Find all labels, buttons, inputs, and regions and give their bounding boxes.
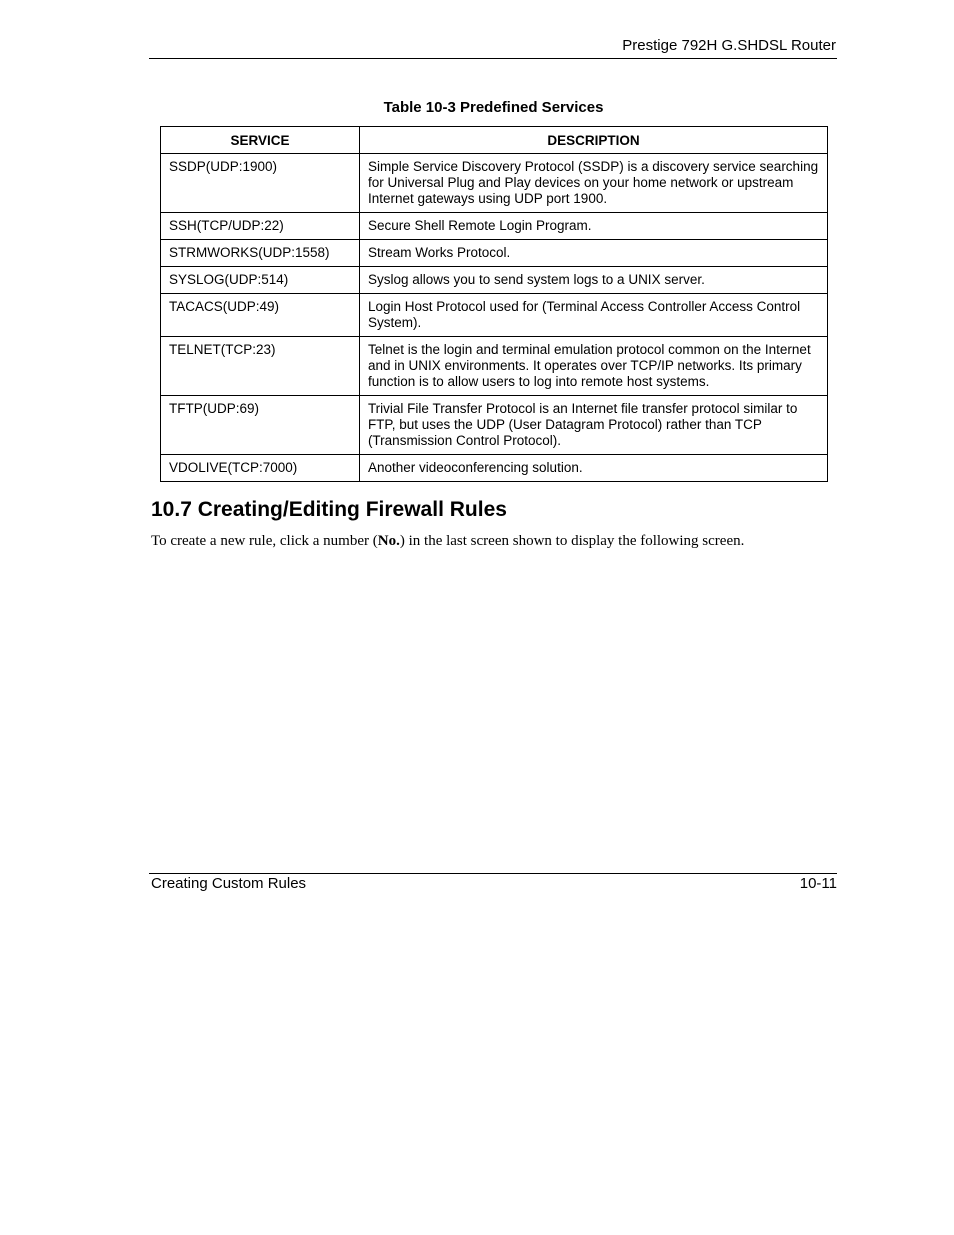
service-cell: STRMWORKS(UDP:1558) — [161, 240, 360, 267]
table-row — [161, 213, 828, 240]
service-cell: TACACS(UDP:49) — [161, 294, 360, 337]
service-cell: VDOLIVE(TCP:7000) — [161, 455, 360, 482]
page-number: 10-11 — [799, 875, 837, 892]
table-row — [161, 267, 828, 294]
body-paragraph — [151, 533, 744, 550]
table-row — [161, 154, 828, 213]
table-header-row — [161, 127, 828, 154]
service-cell: TFTP(UDP:69) — [161, 396, 360, 455]
body-text-end: ) in the last screen shown to display the following screen. — [399, 533, 745, 549]
service-cell: SSH(TCP/UDP:22) — [161, 213, 360, 240]
table-row — [161, 396, 828, 455]
description-cell: Another videoconferencing solution. — [359, 455, 827, 482]
description-cell: Stream Works Protocol. — [359, 240, 827, 267]
description-cell: Login Host Protocol used for (Terminal Access Controller Access Control System). — [359, 294, 827, 337]
table-row — [161, 240, 828, 267]
footer-divider — [149, 873, 837, 874]
service-cell: TELNET(TCP:23) — [161, 337, 360, 396]
service-cell: SYSLOG(UDP:514) — [161, 267, 360, 294]
table-row — [161, 294, 828, 337]
header-divider — [149, 58, 837, 59]
description-cell: Simple Service Discovery Protocol (SSDP) is a discovery service searching for Universal Plug and Play devices on your home network or upstream Internet gateways using UDP port 1900. — [359, 154, 827, 213]
description-cell: Syslog allows you to send system logs to a UNIX server. — [359, 267, 827, 294]
column-header-description: DESCRIPTION — [359, 127, 827, 154]
running-header: Prestige 792H G.SHDSL Router — [622, 37, 836, 54]
description-cell: Trivial File Transfer Protocol is an Internet file transfer protocol similar to FTP, but uses the UDP (User Datagram Protocol) rather than TCP (Transmission Control Protocol). — [359, 396, 827, 455]
predefined-services-table — [160, 126, 828, 482]
footer-chapter-title: Creating Custom Rules — [151, 875, 307, 892]
description-cell: Secure Shell Remote Login Program. — [359, 213, 827, 240]
table-row — [161, 455, 828, 482]
table-row — [161, 337, 828, 396]
service-cell: SSDP(UDP:1900) — [161, 154, 360, 213]
body-text-start: To create a new rule, click a number ( — [151, 533, 378, 549]
body-text-bold: No. — [377, 533, 400, 549]
column-header-service: SERVICE — [161, 127, 360, 154]
section-heading: 10.7 Creating/Editing Firewall Rules — [151, 498, 507, 521]
table-caption: Table 10-3 Predefined Services — [383, 99, 604, 116]
description-cell: Telnet is the login and terminal emulation protocol common on the Internet and in UNIX environments. It operates over TCP/IP networks. Its primary function is to allow users to log into remote host systems. — [359, 337, 827, 396]
